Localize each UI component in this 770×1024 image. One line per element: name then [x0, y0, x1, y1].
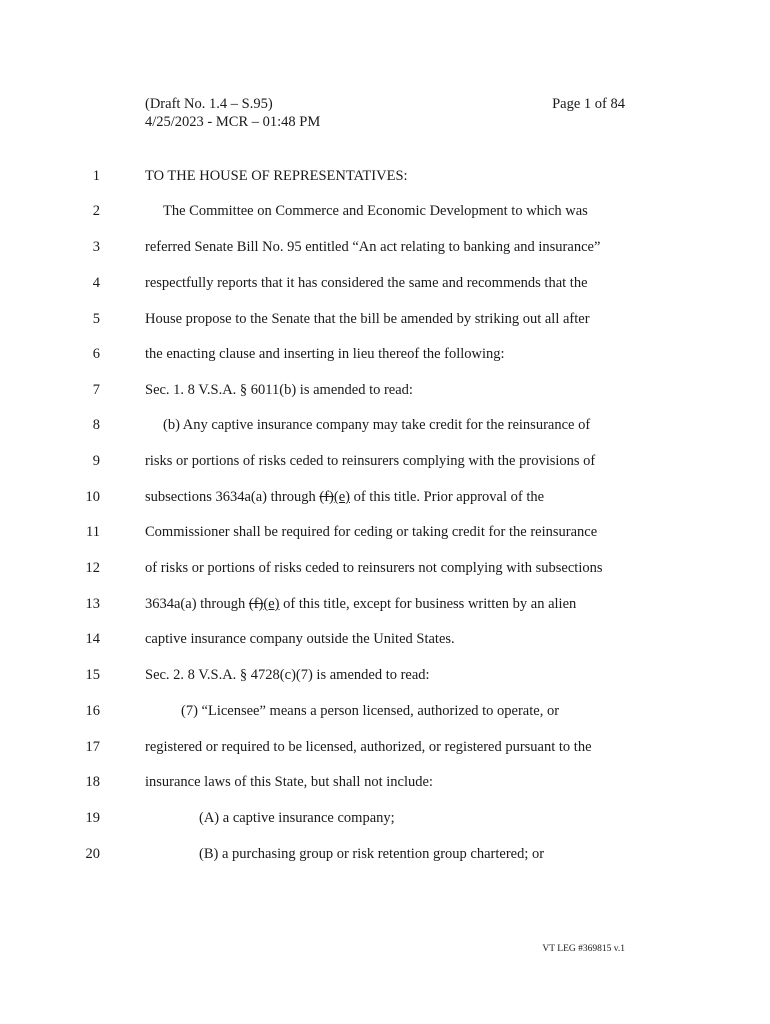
numbered-line — [0, 594, 770, 618]
struck-text: (f) — [248, 596, 264, 612]
line-text-after-amendment: of this title, except for business written by an alien — [279, 596, 577, 612]
numbered-line — [0, 380, 770, 404]
line-number: 1 — [92, 168, 100, 184]
numbered-line — [0, 522, 770, 546]
numbered-line — [0, 415, 770, 439]
numbered-line — [0, 629, 770, 653]
line-number: 7 — [92, 382, 100, 398]
line-text: (B) a purchasing group or risk retention group chartered; or — [199, 846, 545, 862]
document-id-footer: VT LEG #369815 v.1 — [542, 944, 625, 954]
line-text: Sec. 2. 8 V.S.A. § 4728(c)(7) is amended to read: — [145, 667, 430, 683]
numbered-line — [0, 844, 770, 868]
line-number: 15 — [85, 667, 100, 683]
inserted-text: (e) — [333, 489, 350, 505]
numbered-line — [0, 166, 770, 190]
line-text: risks or portions of risks ceded to reinsurers complying with the provisions of — [145, 453, 596, 469]
line-text: (b) Any captive insurance company may take credit for the reinsurance of — [163, 417, 591, 433]
line-text-after-amendment: of this title. Prior approval of the — [349, 489, 545, 505]
line-text-before-amendment: 3634a(a) through — [145, 596, 249, 612]
line-text: the enacting clause and inserting in lieu thereof the following: — [145, 346, 505, 362]
line-text: House propose to the Senate that the bill be amended by striking out all after — [145, 311, 590, 327]
numbered-line — [0, 701, 770, 725]
numbered-line — [0, 201, 770, 225]
numbered-line — [0, 665, 770, 689]
line-number: 9 — [92, 453, 100, 469]
numbered-line — [0, 451, 770, 475]
page-number-label: Page 1 of 84 — [552, 96, 625, 112]
line-text: Sec. 1. 8 V.S.A. § 6011(b) is amended to read: — [145, 382, 413, 398]
line-text: registered or required to be licensed, authorized, or registered pursuant to the — [145, 739, 592, 755]
line-number: 11 — [86, 524, 100, 540]
line-text-before-amendment: subsections 3634a(a) through — [145, 489, 320, 505]
line-number: 19 — [85, 810, 100, 826]
line-number: 8 — [92, 417, 100, 433]
line-number: 6 — [92, 346, 100, 362]
line-number: 2 — [92, 203, 100, 219]
line-number: 10 — [85, 489, 100, 505]
line-number: 16 — [85, 703, 100, 719]
numbered-line — [0, 237, 770, 261]
line-text: captive insurance company outside the United States. — [145, 631, 455, 647]
line-text: of risks or portions of risks ceded to reinsurers not complying with subsections — [145, 560, 603, 576]
line-text: (7) “Licensee” means a person licensed, authorized to operate, or — [181, 703, 560, 719]
line-number: 12 — [85, 560, 100, 576]
draft-date-line: 4/25/2023 - MCR – 01:48 PM — [145, 114, 321, 130]
line-text: respectfully reports that it has considered the same and recommends that the — [145, 275, 588, 291]
inserted-text: (e) — [263, 596, 280, 612]
line-number: 3 — [92, 239, 100, 255]
line-text — [145, 594, 576, 614]
line-number: 5 — [92, 311, 100, 327]
numbered-line — [0, 344, 770, 368]
struck-text: (f) — [319, 489, 334, 505]
line-number: 17 — [85, 739, 100, 755]
line-number: 18 — [85, 774, 100, 790]
numbered-line — [0, 558, 770, 582]
line-text: TO THE HOUSE OF REPRESENTATIVES: — [145, 168, 408, 184]
line-text: (A) a captive insurance company; — [199, 810, 395, 826]
line-number: 4 — [92, 275, 100, 291]
draft-label: (Draft No. 1.4 – S.95) — [145, 96, 273, 112]
numbered-line — [0, 487, 770, 511]
numbered-line — [0, 772, 770, 796]
line-text: referred Senate Bill No. 95 entitled “An act relating to banking and insurance” — [145, 239, 601, 255]
line-text: insurance laws of this State, but shall not include: — [145, 774, 433, 790]
line-text — [145, 487, 544, 507]
line-text: The Committee on Commerce and Economic Development to which was — [163, 203, 588, 219]
line-text: Commissioner shall be required for ceding or taking credit for the reinsurance — [145, 524, 598, 540]
numbered-line — [0, 273, 770, 297]
numbered-line — [0, 808, 770, 832]
numbered-line — [0, 309, 770, 333]
line-number: 14 — [85, 631, 100, 647]
line-number: 20 — [85, 846, 100, 862]
line-number: 13 — [85, 596, 100, 612]
numbered-line — [0, 737, 770, 761]
